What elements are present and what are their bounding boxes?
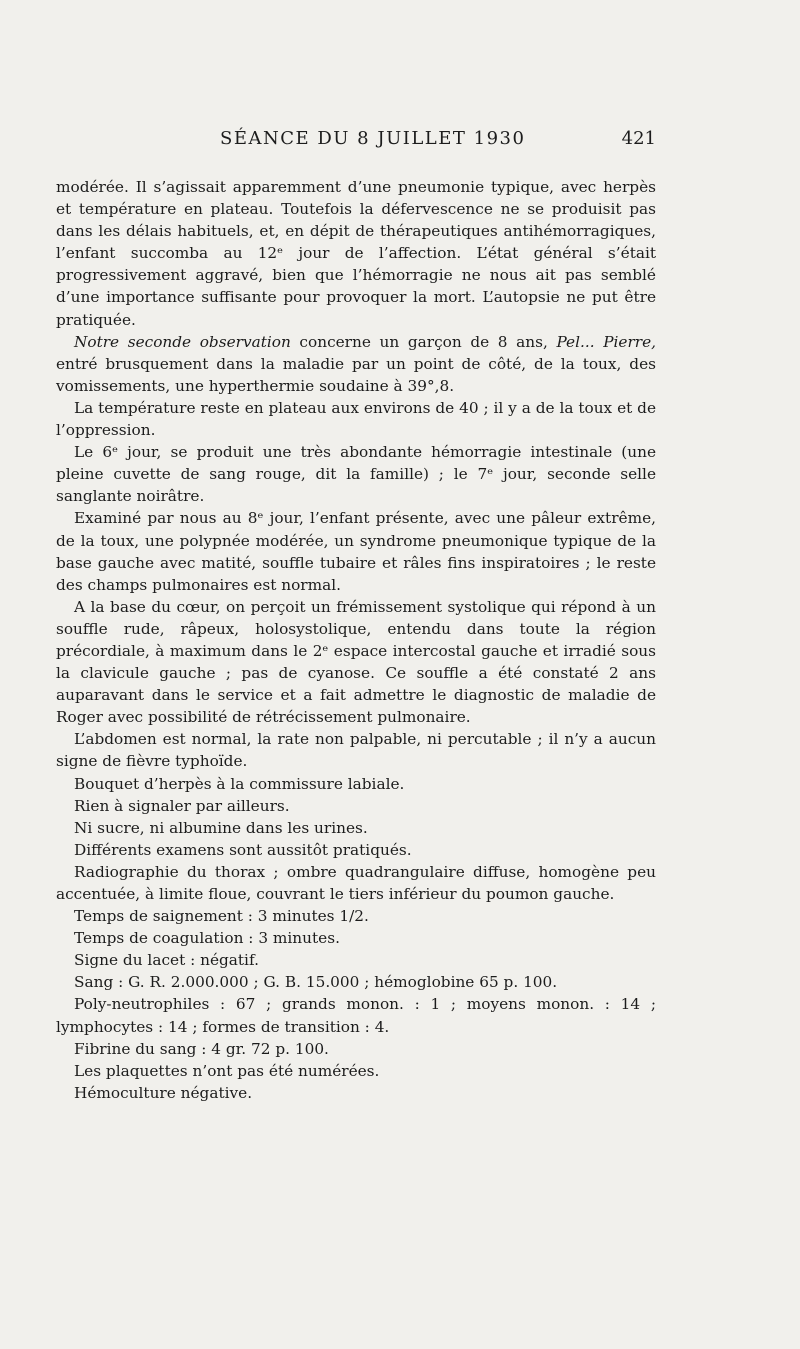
lab-result-line: Sang : G. R. 2.000.000 ; G. B. 15.000 ; hémoglobine 65 p. 100. — [74, 973, 558, 992]
paragraph-text: concerne un garçon de 8 ans, — [290, 332, 557, 351]
paragraph: Ni sucre, ni albumine dans les urines. — [74, 818, 368, 837]
paragraph: Rien à signaler par ailleurs. — [74, 796, 290, 815]
paragraph: A la base du cœur, on perçoit un frémissement systolique qui répond à un souffle rude, râpeux, holosystolique, entendu dans toute la région précordiale, à maximum dans le 2ᵉ espace intercostal gauche et irradié sous la clavicule gauche ; pas de cyanose. Ce souffle a été constaté 2 ans auparavant dans le service et a fait admettre le diagnostic de maladie de Roger avec possibilité de rétrécissement pulmonaire. — [56, 597, 656, 727]
paragraph: L’abdomen est normal, la rate non palpable, ni percutable ; il n’y a aucun signe de fièvre typhoïde. — [56, 730, 656, 771]
lab-result-line: Temps de saignement : 3 minutes 1/2. — [74, 907, 369, 926]
lab-result-line: Poly-neutrophiles : 67 ; grands monon. : 1 ; moyens monon. : 14 ; lymphocytes : 14 ; formes de transition : 4. — [56, 995, 656, 1036]
lab-result-line: Temps de coagulation : 3 minutes. — [74, 929, 340, 948]
paragraph: Bouquet d’herpès à la commissure labiale. — [74, 774, 405, 793]
lab-result-line: Fibrine du sang : 4 gr. 72 p. 100. — [74, 1039, 329, 1058]
italic-lead: Notre seconde observation — [74, 332, 291, 351]
patient-name: Pel... Pierre, — [556, 332, 656, 351]
paragraph-continuation: modérée. Il s’agissait apparemment d’une pneumonie typique, avec herpès et température en plateau. Toutefois la défervescence ne se produisit pas dans les délais habituels, et, en dépit de thérapeutiques antihémorragiques, l’enfant succomba au 12ᵉ jour de l’affection. L’état général s’était progressivement aggravé, bien que l’hémorragie ne nous ait pas semblé d’une importance suffisante pour provoquer la mort. L’autopsie ne put être pratiquée. — [56, 178, 656, 329]
paragraph-text: entré brusquement dans la maladie par un point de côté, de la toux, des vomissements, une hyperthermie soudaine à 39°,8. — [56, 354, 656, 395]
paragraph: Radiographie du thorax ; ombre quadrangulaire diffuse, homogène peu accentuée, à limite floue, couvrant le tiers inférieur du poumon gauche. — [56, 862, 656, 903]
paragraph: Différents examens sont aussitôt pratiqués. — [74, 840, 412, 859]
page-number: 421 — [621, 128, 656, 149]
lab-result-line: Signe du lacet : négatif. — [74, 951, 259, 970]
paragraph: Le 6ᵉ jour, se produit une très abondante hémorragie intestinale (une pleine cuvette de sang rouge, dit la famille) ; le 7ᵉ jour, seconde selle sanglante noirâtre. — [56, 443, 656, 506]
body-text — [56, 176, 656, 1104]
lab-result-line: Les plaquettes n’ont pas été numérées. — [74, 1061, 380, 1080]
paragraph: La température reste en plateau aux environs de 40 ; il y a de la toux et de l’oppression. — [56, 398, 656, 440]
running-title: SÉANCE DU 8 JUILLET 1930 — [220, 128, 526, 149]
page-header — [56, 128, 656, 162]
paragraph: Examiné par nous au 8ᵉ jour, l’enfant présente, avec une pâleur extrême, de la toux, une polypnée modérée, un syndrome pneumonique typique de la base gauche avec matité, souffle tubaire et râles fins inspiratoires ; le reste des champs pulmonaires est normal. — [56, 509, 656, 594]
paragraph-second-observation — [56, 331, 656, 397]
lab-result-line: Hémoculture négative. — [74, 1083, 253, 1102]
